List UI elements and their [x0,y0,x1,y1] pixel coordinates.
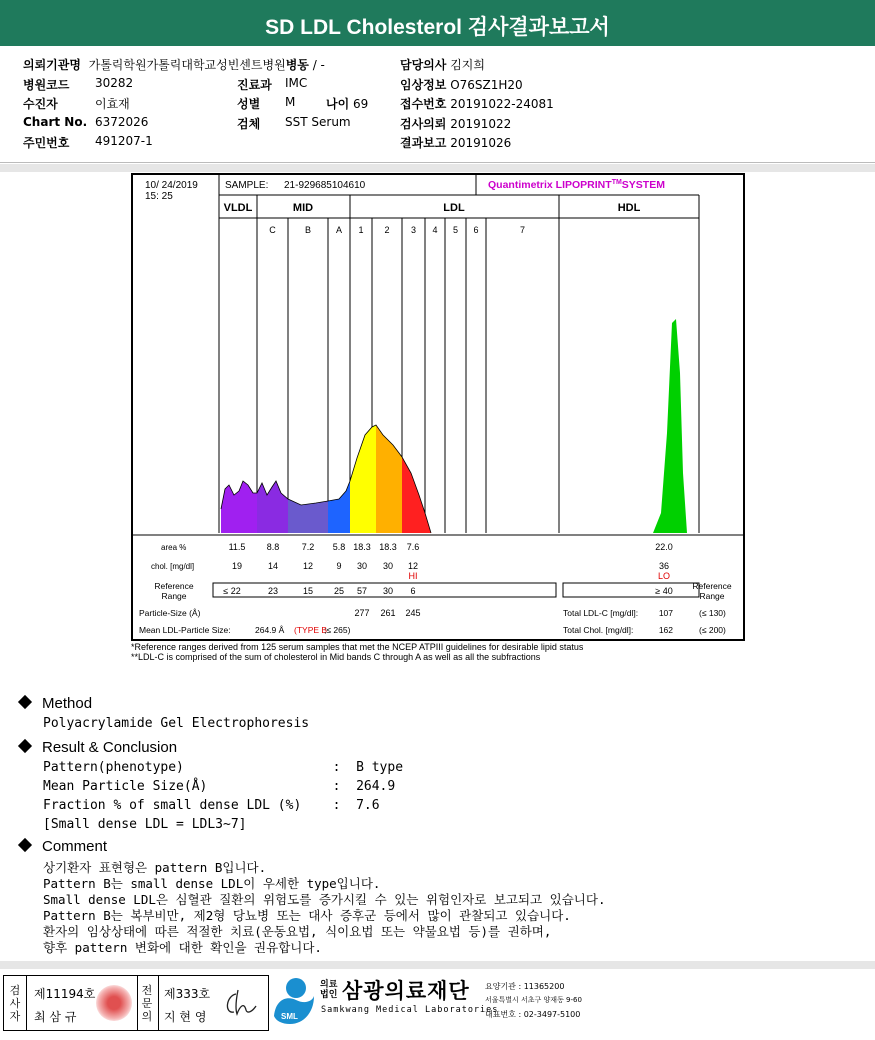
chol-value: 9 [336,561,342,571]
chol-value: 14 [267,561,279,571]
doctor-value: 김지희 [450,58,485,72]
ward-label: 병동 [285,58,309,72]
request-label: 검사의뢰 [400,117,447,131]
particle-value: 245 [405,608,421,618]
band-label: C [269,225,276,235]
area-value: 18.3 [353,542,371,552]
svg-text:SML: SML [281,1012,298,1021]
total-ldl-ref: (≤ 130) [699,608,726,618]
mean-label: Mean LDL-Particle Size: [139,625,231,635]
mean-ref: ;≤ 265) [324,625,351,635]
ref-label-left: Reference [154,581,194,591]
area-value: 5.8 [332,542,346,552]
hospital-label: 의뢰기관명 [23,58,81,72]
patient-label: 수진자 [23,97,58,111]
brand-label: Quantimetrix LIPOPRINT™SYSTEM [488,179,665,191]
footnote-1: *Reference ranges derived from 125 serum samples that met the NCEP ATPIII guidelines for desirable lipid status [131,642,584,652]
comment-line: Pattern B는 small dense LDL이 우세한 type입니다. [43,876,381,891]
area-value: 8.8 [266,542,280,552]
specialist-name: 지 현 영 [164,1010,207,1024]
ref-label-left-2: Range [161,591,187,601]
comment-line: 향후 pattern 변화에 대한 확인을 권유합니다. [43,940,322,955]
method-text: Polyacrylamide Gel Electrophoresis [43,716,310,731]
result-line: Fraction % of small dense LDL (%) : 7.6 [43,798,380,813]
specialist-license: 제333호 [164,987,211,1001]
sample-value: 21-929685104610 [284,180,366,191]
area-row-label: area % [161,543,187,552]
particle-value: 261 [380,608,396,618]
diamond-bullet-icon [18,695,32,709]
ref-value: ≤ 22 [223,586,241,596]
footnote-2: **LDL-C is comprised of the sum of cholesterol in Mid bands C through A as well as all the subfractions [131,652,541,662]
report-title: SD LDL Cholesterol 검사결과보고서 [265,16,610,39]
receipt-label: 접수번호 [400,97,447,111]
method-title: Method [20,695,92,712]
specimen-label: 검체 [237,117,261,131]
group-label-vldl: VLDL [223,202,253,214]
receipt-value: 20191022-24081 [450,97,554,111]
total-ldl-value: 107 [658,608,673,618]
result-line: [Small dense LDL = LDL3~7] [43,817,247,832]
org-prefix: 의료 법인 [320,980,338,1000]
band-label: A [335,225,343,235]
chart-date: 10/ 24/2019 [145,180,198,191]
id-label: 주민번호 [23,136,70,150]
area-value: 22.0 [655,542,673,552]
band-label: 7 [519,225,526,235]
total-chol-label: Total Chol. [mg/dl]: [563,625,634,635]
band-label: 2 [384,225,390,235]
specimen-value: SST Serum [285,115,351,129]
comment-line: 환자의 임상상태에 따른 적절한 치료(운동요법, 식이요법 또는 약물요법 등)를 권하며, [43,924,552,939]
chart-value: 6372026 [95,115,149,129]
result-title: Result & Conclusion [20,739,177,756]
clinic-value: O76SZ1H20 [450,78,523,92]
ref-value: 23 [267,586,279,596]
examiner-name: 최 삼 규 [34,1010,77,1024]
chart-label: Chart No. [23,115,88,129]
examiner-vertical-label: 검사자 [9,984,21,1023]
doctor-label: 담당의사 [400,58,447,72]
chart-frame [132,174,744,640]
area-value: 7.6 [406,542,420,552]
report-value: 20191026 [450,136,512,150]
chol-value: 30 [382,561,394,571]
group-label-ldl: LDL [443,202,465,214]
ref-value: 25 [333,586,345,596]
sample-label: SAMPLE: [225,180,269,191]
sex-value: M [285,95,296,109]
chart-time: 15: 25 [145,191,173,202]
band-label: 6 [473,225,479,235]
band-label: B [304,225,312,235]
org-phone: 대표번호 : 02-3497-5100 [485,1010,581,1019]
chol-value: 30 [356,561,368,571]
specialist-vertical-label: 전문의 [141,984,153,1023]
particle-label: Particle-Size (Å) [139,608,201,618]
signature-box [3,975,269,1031]
age-value: 69 [353,97,369,111]
band-label: 4 [432,225,438,235]
examiner-seal-icon [96,985,132,1021]
org-code: 요양기관 : 11365200 [485,982,565,991]
total-chol-ref: (≤ 200) [699,625,726,635]
band-label: 3 [410,225,417,235]
sex-label: 성별 [237,97,261,111]
diamond-bullet-icon [18,739,32,753]
code-label: 병원코드 [23,78,70,92]
mean-type: (TYPE B [294,625,328,635]
ref-value: 30 [382,586,394,596]
flag-hi: HI [408,571,418,581]
chol-value: 12 [407,561,419,571]
group-label-hdl: HDL [617,202,641,214]
id-value: 491207-1 [95,134,153,148]
dept-value: IMC [285,76,308,90]
chol-row-label: chol. [mg/dl] [151,562,195,571]
chol-value: 36 [658,561,670,571]
org-address: 서울특별시 서초구 양재동 9-60 [485,996,582,1004]
divider [0,162,875,163]
area-value: 7.2 [301,542,315,552]
divider [0,164,875,172]
comment-line: 상기환자 표현형은 pattern B입니다. [43,860,267,875]
ref-label-right-2: Range [699,591,725,601]
request-value: 20191022 [450,117,512,131]
lipoprint-chart [131,173,745,641]
flag-lo: LO [657,571,671,581]
code-value: 30282 [95,76,134,90]
dept-label: 진료과 [237,78,272,92]
result-line: Mean Particle Size(Å) : 264.9 [43,779,396,794]
comment-line: Pattern B는 복부비만, 제2형 당뇨병 또는 대사 증후군 등에서 많이 관찰되고 있습니다. [43,908,571,923]
band-label: 1 [358,225,364,235]
signature-scribble-icon [222,986,262,1020]
ward-value: / - [312,58,325,72]
area-value: 11.5 [228,542,246,552]
particle-value: 277 [354,608,370,618]
total-chol-value: 162 [658,625,673,635]
chol-value: 19 [231,561,243,571]
age-label: 나이 [326,97,350,111]
comment-title: Comment [20,838,107,855]
ref-value: 15 [302,586,314,596]
ref-value-hdl: ≥ 40 [655,586,673,596]
diamond-bullet-icon [18,838,32,852]
chol-value: 12 [302,561,314,571]
patient-value: 이효재 [95,97,130,111]
ref-label-right: Reference [692,581,732,591]
result-line: Pattern(phenotype) : B type [43,760,404,775]
band-label: 5 [452,225,459,235]
hospital-value: 가톨릭학원가톨릭대학교성빈센트병원 [88,58,286,72]
sml-logo-icon [272,976,316,1026]
divider [0,961,875,969]
report-label: 결과보고 [400,136,447,150]
total-ldl-label: Total LDL-C [mg/dl]: [563,608,639,618]
org-name: 삼광의료재단 [342,979,470,1003]
ref-value: 6 [410,586,416,596]
comment-line: Small dense LDL은 심혈관 질환의 위험도를 증가시킬 수 있는 위험인자로 보고되고 있습니다. [43,892,606,907]
area-value: 18.3 [379,542,397,552]
mean-value: 264.9 Å [255,625,285,635]
clinic-label: 임상정보 [400,78,447,92]
examiner-license: 제11194호 [34,987,96,1001]
group-label-mid: MID [292,202,314,214]
report-title-bar [0,0,875,46]
ref-value: 57 [356,586,368,596]
org-english-name: Samkwang Medical Laboratories [321,1005,499,1015]
